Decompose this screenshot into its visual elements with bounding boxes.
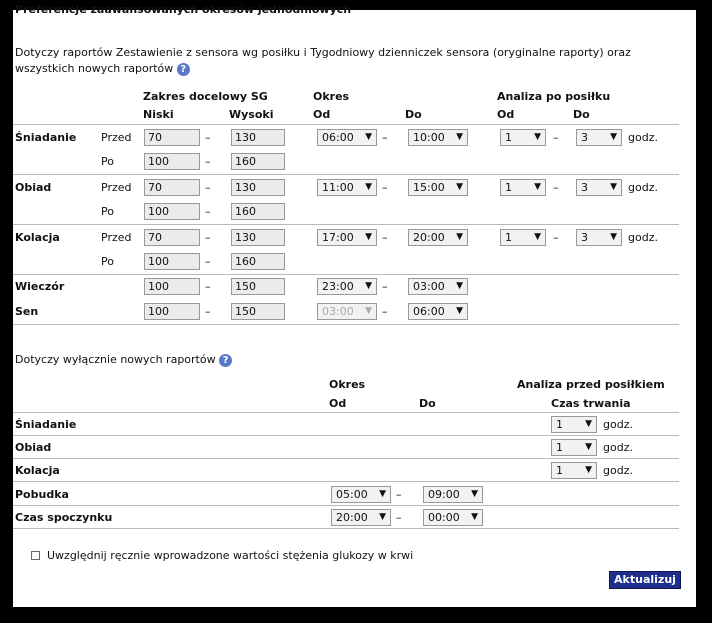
section1-description-2 (15, 62, 190, 76)
rest-to-value: 00:00 (428, 511, 460, 524)
period-to-select-value: 10:00 (413, 131, 445, 144)
help-icon[interactable]: ? (177, 63, 190, 76)
wake-from-select[interactable] (331, 486, 391, 503)
s2-header-premeal: Analiza przed posiłkiem (517, 378, 665, 391)
dash: – (382, 280, 388, 293)
pm-from-select-value: 1 (505, 231, 512, 244)
divider (13, 458, 679, 459)
header-high: Wysoki (229, 108, 274, 121)
row-label-meal: Śniadanie (15, 131, 77, 144)
chevron-down-icon: ▼ (379, 489, 386, 499)
dash: – (382, 131, 388, 144)
dash: – (396, 488, 402, 501)
row-label-rest: Czas spoczynku (15, 511, 113, 524)
high-after-field[interactable]: 160 (231, 153, 285, 170)
chevron-down-icon: ▼ (534, 132, 541, 142)
header-to: Do (405, 108, 422, 121)
chevron-down-icon: ▼ (365, 232, 372, 242)
unit-label: godz. (628, 181, 658, 194)
dash: – (553, 231, 559, 244)
dash: – (382, 305, 388, 318)
chevron-down-icon: ▼ (456, 182, 463, 192)
before-label: Przed (101, 181, 132, 194)
chevron-down-icon: ▼ (534, 232, 541, 242)
high-after-field[interactable]: 160 (231, 203, 285, 220)
dash: – (205, 231, 211, 244)
help-icon[interactable]: ? (219, 354, 232, 367)
period-to-select-value: 15:00 (413, 181, 445, 194)
evening-to-select[interactable] (408, 278, 468, 295)
dash: – (553, 181, 559, 194)
low-after-field[interactable]: 100 (144, 153, 200, 170)
chevron-down-icon: ▼ (471, 489, 478, 499)
after-label: Po (101, 255, 114, 268)
wake-to-select[interactable] (423, 486, 483, 503)
row-label-evening: Wieczór (15, 280, 65, 293)
manual-bg-checkbox[interactable] (31, 551, 40, 560)
divider (13, 124, 679, 125)
row-label-meal: Kolacja (15, 231, 60, 244)
dash: – (382, 231, 388, 244)
chevron-down-icon: ▼ (456, 281, 463, 291)
chevron-down-icon: ▼ (365, 182, 372, 192)
low-before-field[interactable]: 70 (144, 229, 200, 246)
pm-from-select-value: 1 (505, 131, 512, 144)
dash: – (382, 181, 388, 194)
divider (13, 481, 679, 482)
after-label: Po (101, 155, 114, 168)
high-after-field[interactable]: 160 (231, 253, 285, 270)
evening-from-value: 23:00 (322, 280, 354, 293)
divider (13, 324, 679, 325)
header-from: Od (313, 108, 331, 121)
dash: – (396, 511, 402, 524)
sleep-low-field[interactable]: 100 (144, 303, 200, 320)
duration-select[interactable] (551, 462, 597, 479)
evening-to-value: 03:00 (413, 280, 445, 293)
unit-label: godz. (603, 464, 633, 477)
pm-to-select-value: 3 (581, 231, 588, 244)
duration-select[interactable] (551, 416, 597, 433)
dash: – (553, 131, 559, 144)
divider (13, 412, 679, 413)
section1-description: Dotyczy raportów Zestawienie z sensora wg posiłku i Tygodniowy dzienniczek sensora (oryginalne raporty) oraz (15, 46, 631, 59)
chevron-down-icon: ▼ (456, 232, 463, 242)
chevron-down-icon: ▼ (610, 182, 617, 192)
evening-low-field[interactable]: 100 (144, 278, 200, 295)
before-label: Przed (101, 131, 132, 144)
s2-row-label: Obiad (15, 441, 52, 454)
preferences-panel (13, 3, 696, 607)
pm-from-select[interactable] (500, 229, 546, 246)
chevron-down-icon: ▼ (365, 132, 372, 142)
high-before-field[interactable]: 130 (231, 179, 285, 196)
period-from-select-value: 17:00 (322, 231, 354, 244)
dash: – (205, 280, 211, 293)
dash: – (205, 205, 211, 218)
dash: – (205, 131, 211, 144)
chevron-down-icon: ▼ (456, 306, 463, 316)
s2-header-duration: Czas trwania (551, 397, 631, 410)
chevron-down-icon: ▼ (471, 512, 478, 522)
period-from-select-value: 11:00 (322, 181, 354, 194)
manual-bg-label: Uwzględnij ręcznie wprowadzone wartości stężenia glukozy w krwi (47, 549, 414, 562)
duration-value: 1 (556, 464, 563, 477)
period-to-select[interactable] (408, 179, 468, 196)
chevron-down-icon: ▼ (365, 281, 372, 291)
chevron-down-icon: ▼ (534, 182, 541, 192)
evening-from-select[interactable] (317, 278, 377, 295)
rest-to-select[interactable] (423, 509, 483, 526)
s2-header-period: Okres (329, 378, 366, 391)
chevron-down-icon: ▼ (610, 132, 617, 142)
header-pm-from: Od (497, 108, 515, 121)
pm-to-select-value: 3 (581, 131, 588, 144)
row-label-sleep: Sen (15, 305, 39, 318)
pm-to-select[interactable] (576, 229, 622, 246)
high-before-field[interactable]: 130 (231, 229, 285, 246)
s2-row-label: Śniadanie (15, 418, 77, 431)
sleep-to-select[interactable] (408, 303, 468, 320)
pm-to-select-value: 3 (581, 181, 588, 194)
dash: – (205, 305, 211, 318)
divider (13, 274, 679, 275)
period-to-select-value: 20:00 (413, 231, 445, 244)
s2-header-to: Do (419, 397, 436, 410)
chevron-down-icon: ▼ (585, 465, 592, 475)
divider (13, 174, 679, 175)
unit-label: godz. (603, 418, 633, 431)
row-label-meal: Obiad (15, 181, 52, 194)
evening-high-field[interactable]: 150 (231, 278, 285, 295)
sleep-from-value: 03:00 (322, 305, 354, 318)
period-from-select[interactable] (317, 229, 377, 246)
low-after-field[interactable]: 100 (144, 203, 200, 220)
low-before-field[interactable]: 70 (144, 129, 200, 146)
header-low: Niski (143, 108, 174, 121)
update-button[interactable]: Aktualizuj (609, 571, 681, 589)
pm-from-select[interactable] (500, 129, 546, 146)
unit-label: godz. (628, 231, 658, 244)
section2-description (15, 353, 232, 367)
s2-header-from: Od (329, 397, 347, 410)
period-from-select-value: 06:00 (322, 131, 354, 144)
unit-label: godz. (628, 131, 658, 144)
period-to-select[interactable] (408, 229, 468, 246)
sleep-from-select (317, 303, 377, 320)
pm-from-select[interactable] (500, 179, 546, 196)
section1-description-2-text: wszystkich nowych raportów (15, 62, 174, 75)
header-postmeal: Analiza po posiłku (497, 90, 611, 103)
rest-from-value: 20:00 (336, 511, 368, 524)
pm-to-select[interactable] (576, 129, 622, 146)
header-period: Okres (313, 90, 350, 103)
divider (13, 435, 679, 436)
chevron-down-icon: ▼ (379, 512, 386, 522)
wake-to-value: 09:00 (428, 488, 460, 501)
header-target-range: Zakres docelowy SG (143, 90, 268, 103)
chevron-down-icon: ▼ (585, 419, 592, 429)
duration-value: 1 (556, 441, 563, 454)
unit-label: godz. (603, 441, 633, 454)
period-to-select[interactable] (408, 129, 468, 146)
low-before-field[interactable]: 70 (144, 179, 200, 196)
chevron-down-icon: ▼ (585, 442, 592, 452)
high-before-field[interactable]: 130 (231, 129, 285, 146)
header-pm-to: Do (573, 108, 590, 121)
pm-from-select-value: 1 (505, 181, 512, 194)
duration-value: 1 (556, 418, 563, 431)
chevron-down-icon: ▼ (610, 232, 617, 242)
divider (13, 528, 679, 529)
sleep-high-field[interactable]: 150 (231, 303, 285, 320)
section2-description-text: Dotyczy wyłącznie nowych raportów (15, 353, 216, 366)
sleep-to-value: 06:00 (413, 305, 445, 318)
pm-to-select[interactable] (576, 179, 622, 196)
rest-from-select[interactable] (331, 509, 391, 526)
before-label: Przed (101, 231, 132, 244)
divider (13, 224, 679, 225)
s2-row-label: Kolacja (15, 464, 60, 477)
duration-select[interactable] (551, 439, 597, 456)
section-title: Preferencje zaawansowanych okresów jednodniowych (15, 3, 352, 16)
dash: – (205, 181, 211, 194)
dash: – (205, 155, 211, 168)
divider (13, 505, 679, 506)
row-label-wake: Pobudka (15, 488, 69, 501)
chevron-down-icon: ▼ (456, 132, 463, 142)
low-after-field[interactable]: 100 (144, 253, 200, 270)
wake-from-value: 05:00 (336, 488, 368, 501)
period-from-select[interactable] (317, 179, 377, 196)
chevron-down-icon: ▼ (365, 306, 372, 316)
period-from-select[interactable] (317, 129, 377, 146)
after-label: Po (101, 205, 114, 218)
dash: – (205, 255, 211, 268)
